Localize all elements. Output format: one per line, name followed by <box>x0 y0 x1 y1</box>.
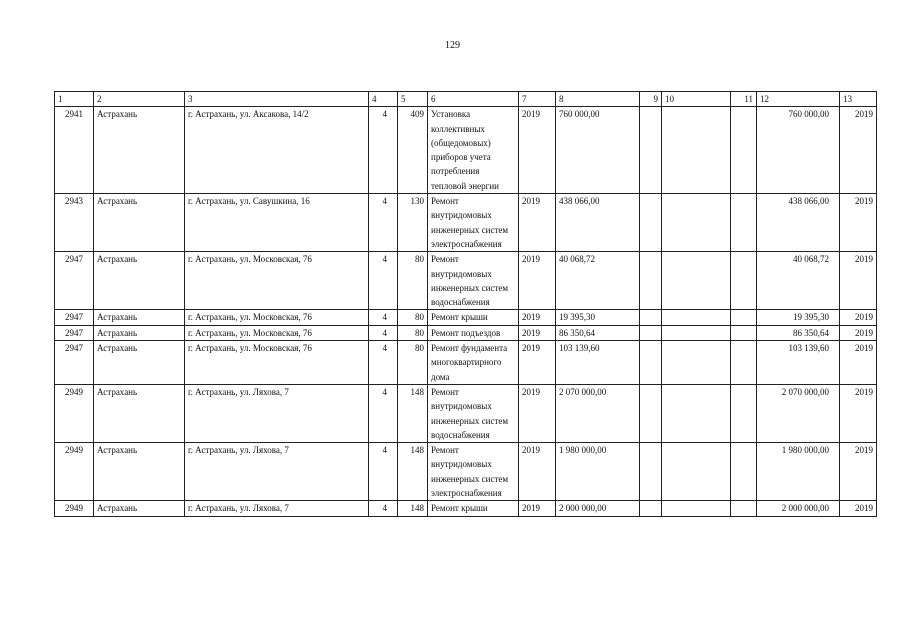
capital-repair-table <box>54 91 877 517</box>
year-cell: 2019 <box>519 310 556 325</box>
work-type-cell: Ремонт подъездов <box>428 325 519 340</box>
column-number-row <box>55 92 877 107</box>
column-5-cell: 80 <box>398 310 428 325</box>
column-header: 10 <box>662 92 731 107</box>
column-header: 12 <box>757 92 840 107</box>
column-11-cell <box>731 325 757 340</box>
column-header: 1 <box>55 92 94 107</box>
column-10-cell <box>662 443 731 501</box>
column-11-cell <box>731 384 757 442</box>
table-row <box>55 252 877 310</box>
year-cell: 2019 <box>519 384 556 442</box>
work-type-cell: Ремонт внутридомовых инженерных систем электроснабжения <box>428 194 519 252</box>
column-12-cell: 86 350,64 <box>757 325 840 340</box>
column-13-cell: 2019 <box>840 384 877 442</box>
column-13-cell: 2019 <box>840 341 877 385</box>
column-11-cell <box>731 107 757 194</box>
work-type-cell: Ремонт крыши <box>428 501 519 516</box>
address-cell: г. Астрахань, ул. Савушкина, 16 <box>185 194 369 252</box>
column-12-cell: 19 395,30 <box>757 310 840 325</box>
address-cell: г. Астрахань, ул. Московская, 76 <box>185 325 369 340</box>
column-10-cell <box>662 194 731 252</box>
column-4-cell: 4 <box>369 443 398 501</box>
table-row <box>55 107 877 194</box>
column-header: 7 <box>519 92 556 107</box>
address-cell: г. Астрахань, ул. Ляхова, 7 <box>185 443 369 501</box>
column-13-cell: 2019 <box>840 310 877 325</box>
column-header: 11 <box>731 92 757 107</box>
record-id-cell: 2949 <box>55 501 94 516</box>
work-type-cell: Установка коллективных (общедомовых) приборов учета потребления тепловой энергии <box>428 107 519 194</box>
record-id-cell: 2941 <box>55 107 94 194</box>
column-5-cell: 148 <box>398 501 428 516</box>
column-4-cell: 4 <box>369 384 398 442</box>
column-12-cell: 40 068,72 <box>757 252 840 310</box>
address-cell: г. Астрахань, ул. Московская, 76 <box>185 341 369 385</box>
column-11-cell <box>731 252 757 310</box>
table-row <box>55 501 877 516</box>
column-4-cell: 4 <box>369 310 398 325</box>
year-cell: 2019 <box>519 194 556 252</box>
column-9-cell <box>640 194 662 252</box>
total-cost-cell: 86 350,64 <box>556 325 640 340</box>
year-cell: 2019 <box>519 325 556 340</box>
column-header: 9 <box>640 92 662 107</box>
column-9-cell <box>640 384 662 442</box>
column-header: 4 <box>369 92 398 107</box>
city-cell: Астрахань <box>94 384 185 442</box>
column-11-cell <box>731 341 757 385</box>
column-header: 6 <box>428 92 519 107</box>
column-header: 8 <box>556 92 640 107</box>
city-cell: Астрахань <box>94 325 185 340</box>
table-body <box>55 107 877 516</box>
column-4-cell: 4 <box>369 252 398 310</box>
city-cell: Астрахань <box>94 252 185 310</box>
column-11-cell <box>731 443 757 501</box>
table-row <box>55 194 877 252</box>
column-13-cell: 2019 <box>840 194 877 252</box>
record-id-cell: 2947 <box>55 252 94 310</box>
column-11-cell <box>731 501 757 516</box>
column-11-cell <box>731 310 757 325</box>
total-cost-cell: 40 068,72 <box>556 252 640 310</box>
address-cell: г. Астрахань, ул. Ляхова, 7 <box>185 501 369 516</box>
total-cost-cell: 19 395,30 <box>556 310 640 325</box>
column-12-cell: 438 066,00 <box>757 194 840 252</box>
record-id-cell: 2947 <box>55 325 94 340</box>
column-header: 13 <box>840 92 877 107</box>
column-4-cell: 4 <box>369 107 398 194</box>
city-cell: Астрахань <box>94 443 185 501</box>
work-type-cell: Ремонт фундамента многоквартирного дома <box>428 341 519 385</box>
column-12-cell: 103 139,60 <box>757 341 840 385</box>
column-13-cell: 2019 <box>840 443 877 501</box>
column-13-cell: 2019 <box>840 107 877 194</box>
record-id-cell: 2947 <box>55 341 94 385</box>
column-5-cell: 148 <box>398 443 428 501</box>
address-cell: г. Астрахань, ул. Московская, 76 <box>185 310 369 325</box>
column-10-cell <box>662 501 731 516</box>
year-cell: 2019 <box>519 341 556 385</box>
year-cell: 2019 <box>519 501 556 516</box>
total-cost-cell: 103 139,60 <box>556 341 640 385</box>
column-5-cell: 80 <box>398 325 428 340</box>
column-12-cell: 760 000,00 <box>757 107 840 194</box>
record-id-cell: 2947 <box>55 310 94 325</box>
table-row <box>55 384 877 442</box>
table-row <box>55 310 877 325</box>
column-9-cell <box>640 252 662 310</box>
column-10-cell <box>662 384 731 442</box>
column-header: 5 <box>398 92 428 107</box>
year-cell: 2019 <box>519 443 556 501</box>
column-9-cell <box>640 310 662 325</box>
column-11-cell <box>731 194 757 252</box>
column-4-cell: 4 <box>369 501 398 516</box>
column-10-cell <box>662 341 731 385</box>
column-9-cell <box>640 501 662 516</box>
column-5-cell: 80 <box>398 341 428 385</box>
total-cost-cell: 760 000,00 <box>556 107 640 194</box>
column-header: 3 <box>185 92 369 107</box>
column-9-cell <box>640 443 662 501</box>
year-cell: 2019 <box>519 107 556 194</box>
city-cell: Астрахань <box>94 341 185 385</box>
column-9-cell <box>640 325 662 340</box>
city-cell: Астрахань <box>94 501 185 516</box>
column-10-cell <box>662 107 731 194</box>
page-number: 129 <box>445 40 460 51</box>
column-9-cell <box>640 107 662 194</box>
work-type-cell: Ремонт внутридомовых инженерных систем водоснабжения <box>428 384 519 442</box>
table-row <box>55 325 877 340</box>
column-4-cell: 4 <box>369 325 398 340</box>
total-cost-cell: 438 066,00 <box>556 194 640 252</box>
total-cost-cell: 1 980 000,00 <box>556 443 640 501</box>
total-cost-cell: 2 070 000,00 <box>556 384 640 442</box>
column-5-cell: 409 <box>398 107 428 194</box>
record-id-cell: 2949 <box>55 443 94 501</box>
column-5-cell: 80 <box>398 252 428 310</box>
total-cost-cell: 2 000 000,00 <box>556 501 640 516</box>
column-12-cell: 1 980 000,00 <box>757 443 840 501</box>
address-cell: г. Астрахань, ул. Ляхова, 7 <box>185 384 369 442</box>
work-type-cell: Ремонт внутридомовых инженерных систем водоснабжения <box>428 252 519 310</box>
record-id-cell: 2949 <box>55 384 94 442</box>
work-type-cell: Ремонт крыши <box>428 310 519 325</box>
city-cell: Астрахань <box>94 194 185 252</box>
city-cell: Астрахань <box>94 107 185 194</box>
column-5-cell: 130 <box>398 194 428 252</box>
column-12-cell: 2 070 000,00 <box>757 384 840 442</box>
column-header: 2 <box>94 92 185 107</box>
column-9-cell <box>640 341 662 385</box>
column-10-cell <box>662 325 731 340</box>
city-cell: Астрахань <box>94 310 185 325</box>
address-cell: г. Астрахань, ул. Аксакова, 14/2 <box>185 107 369 194</box>
record-id-cell: 2943 <box>55 194 94 252</box>
column-13-cell: 2019 <box>840 501 877 516</box>
table-row <box>55 443 877 501</box>
column-10-cell <box>662 252 731 310</box>
column-13-cell: 2019 <box>840 252 877 310</box>
address-cell: г. Астрахань, ул. Московская, 76 <box>185 252 369 310</box>
column-10-cell <box>662 310 731 325</box>
year-cell: 2019 <box>519 252 556 310</box>
work-type-cell: Ремонт внутридомовых инженерных систем электроснабжения <box>428 443 519 501</box>
table-row <box>55 341 877 385</box>
column-12-cell: 2 000 000,00 <box>757 501 840 516</box>
column-5-cell: 148 <box>398 384 428 442</box>
column-4-cell: 4 <box>369 194 398 252</box>
column-4-cell: 4 <box>369 341 398 385</box>
column-13-cell: 2019 <box>840 325 877 340</box>
